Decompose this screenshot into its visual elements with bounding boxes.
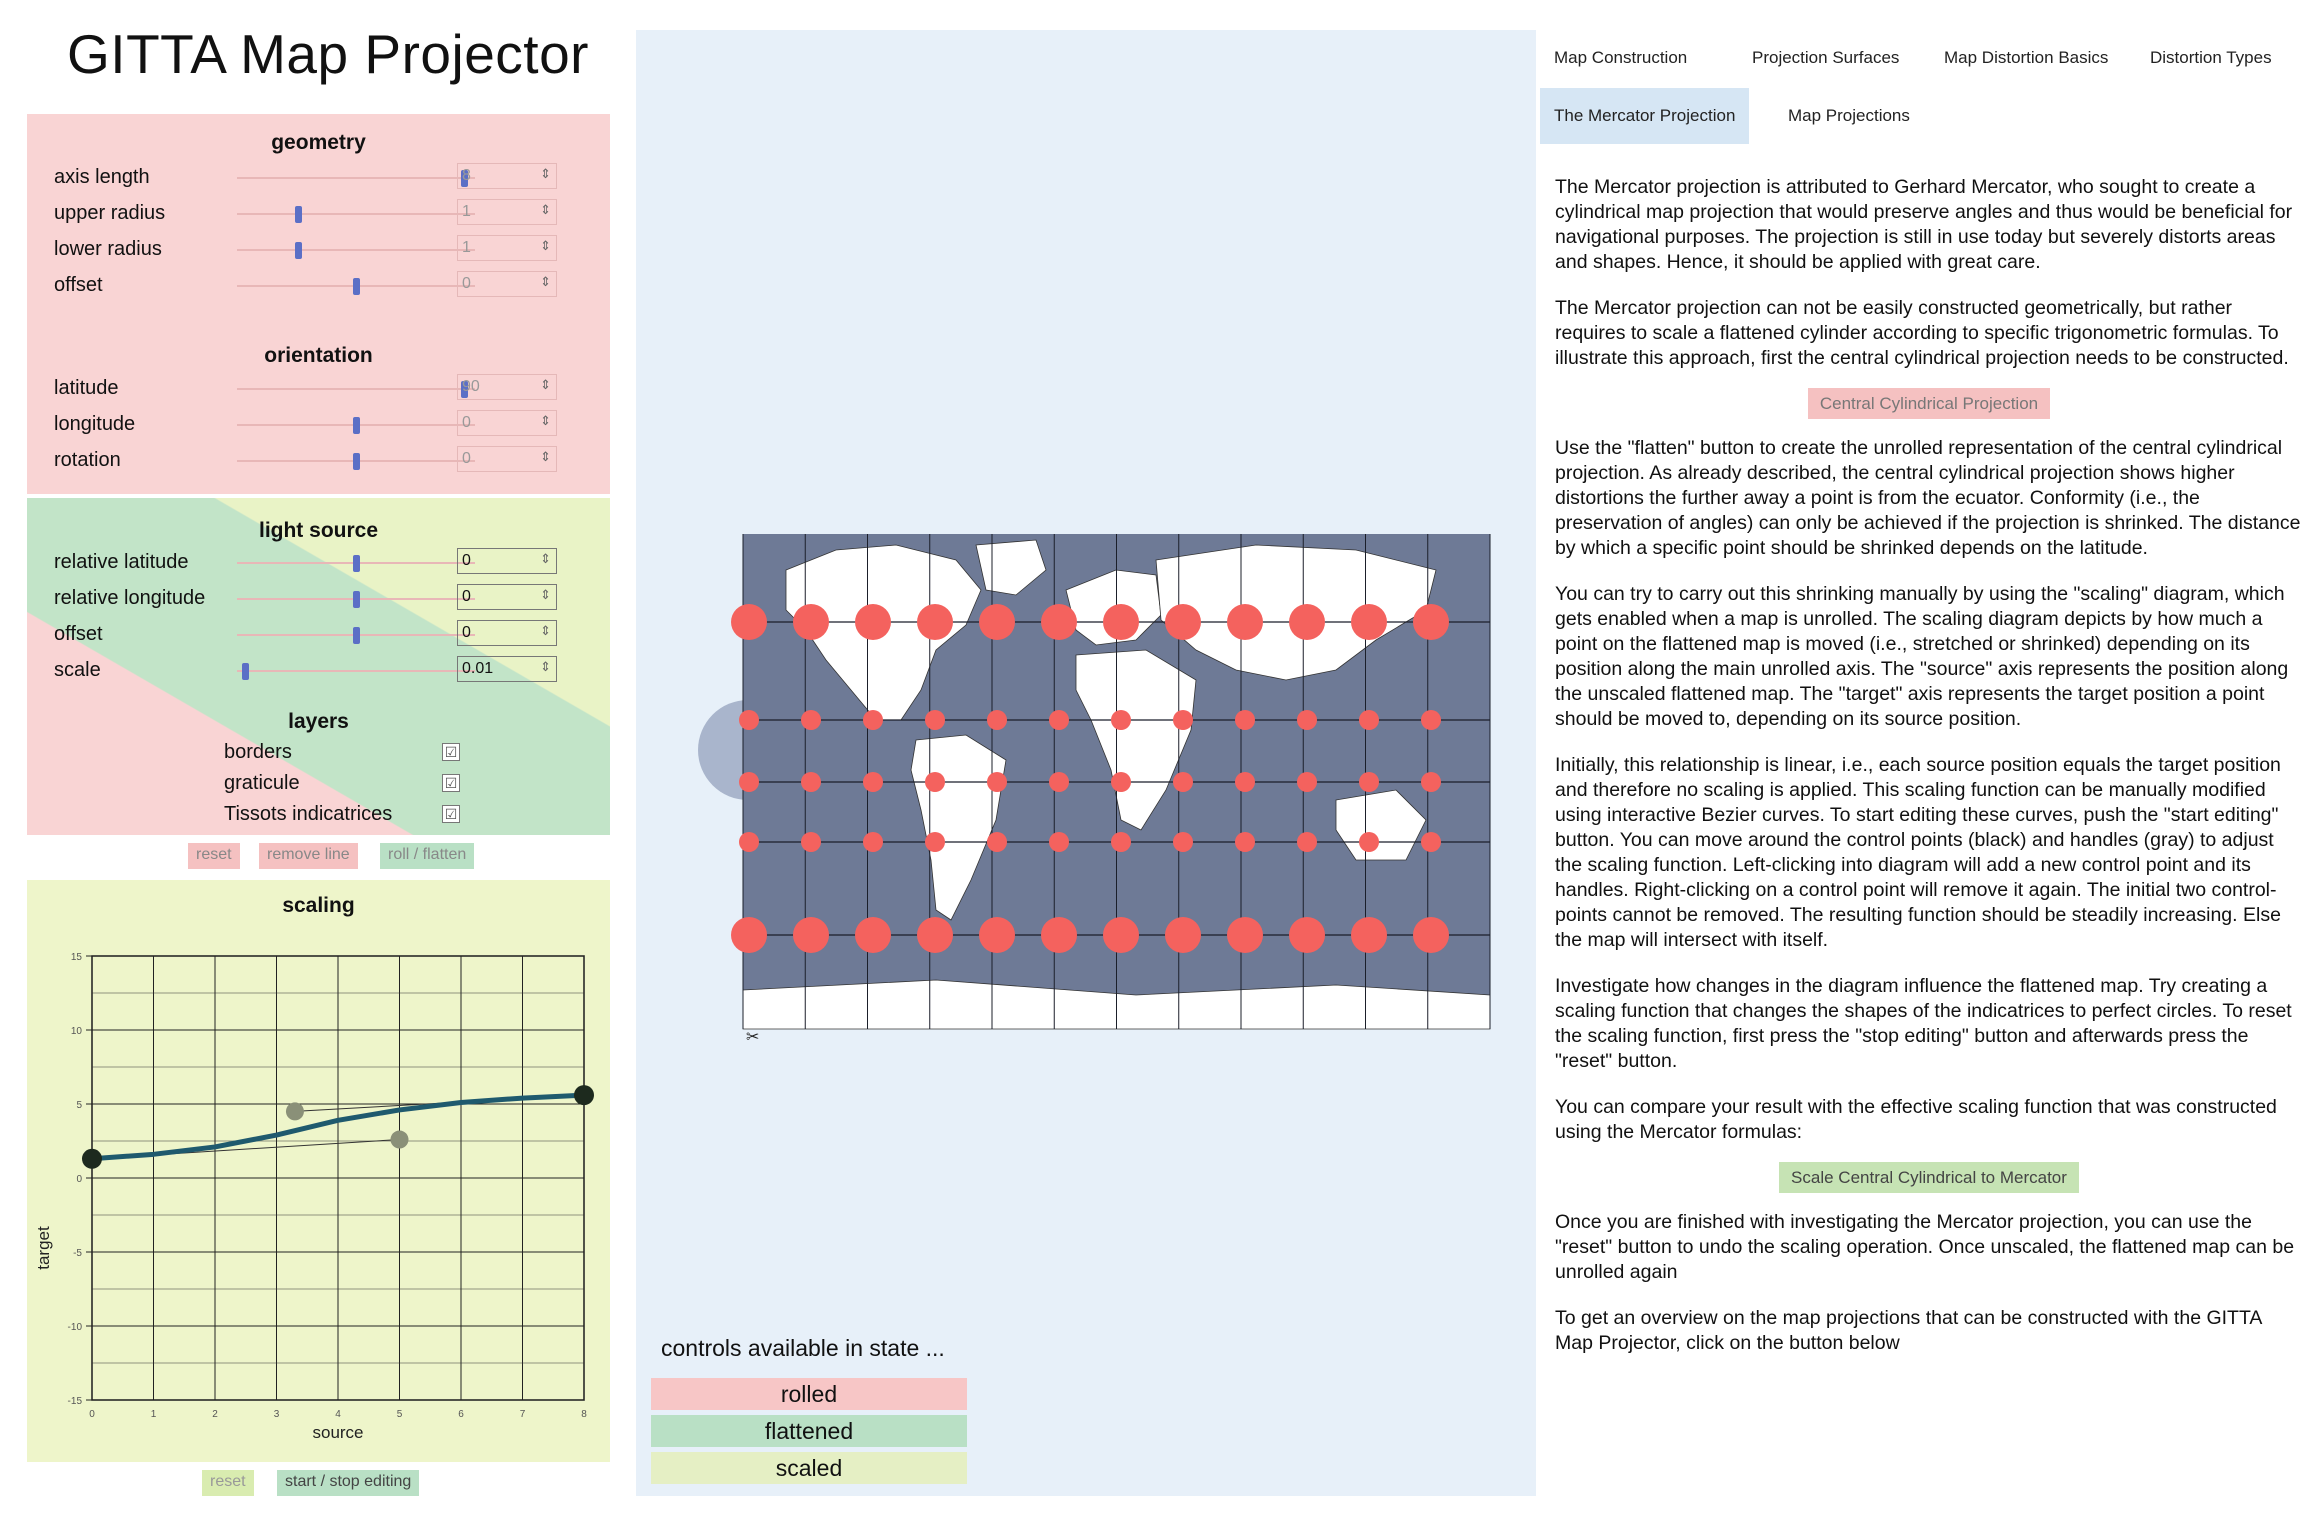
bezier-handle — [286, 1102, 304, 1120]
light-source-panel — [27, 498, 610, 835]
x-tick-label: 5 — [396, 1409, 403, 1420]
tissot-indicatrix — [1359, 772, 1379, 792]
lower-radius-slider[interactable] — [237, 249, 475, 251]
x-tick-label: 2 — [212, 1409, 218, 1420]
tissot-indicatrix — [739, 772, 759, 792]
layer-borders-checkbox[interactable]: ☑ — [442, 743, 460, 761]
button-wrap — [1555, 1162, 2303, 1193]
x-axis-label: source — [312, 1423, 364, 1442]
longitude-label: longitude — [54, 413, 136, 435]
tissot-indicatrix — [987, 832, 1007, 852]
tissot-indicatrix — [1165, 604, 1201, 640]
orientation-title: orientation — [264, 344, 373, 367]
axis-length-value: 8 — [462, 167, 471, 184]
latitude-slider[interactable] — [237, 388, 475, 390]
tissot-indicatrix — [1359, 832, 1379, 852]
relative-latitude-control — [27, 546, 610, 580]
y-tick-label: -15 — [67, 1396, 82, 1407]
longitude-control — [27, 408, 610, 442]
lower-radius-control — [27, 233, 610, 267]
layers-title: layers — [288, 710, 349, 733]
slider-thumb[interactable] — [353, 555, 360, 572]
spinner-icon[interactable]: ⇕ — [540, 413, 551, 428]
longitude-value: 0 — [462, 414, 471, 431]
remove-line-button[interactable]: remove line — [259, 843, 358, 869]
spinner-icon[interactable]: ⇕ — [540, 202, 551, 217]
relative-longitude-slider[interactable] — [237, 598, 475, 600]
y-tick-label: 15 — [70, 952, 82, 963]
paragraph: Once you are finished with investigating the Mercator projection, you can use the "reset" button to undo the scaling operation. Once unscaled, the flattened map can be unrolled again — [1555, 1211, 2295, 1283]
tab-projection-surfaces[interactable]: Projection Surfaces — [1752, 48, 1900, 67]
tab-distortion-types[interactable]: Distortion Types — [2150, 48, 2272, 67]
control-point — [82, 1149, 102, 1169]
scaling-chart[interactable] — [27, 880, 610, 1462]
tissot-indicatrix — [1049, 772, 1069, 792]
upper-radius-control — [27, 197, 610, 231]
scale-to-mercator-button[interactable]: Scale Central Cylindrical to Mercator — [1779, 1162, 2079, 1193]
tissot-indicatrix — [801, 832, 821, 852]
x-tick-label: 4 — [335, 1409, 341, 1420]
button-wrap — [1555, 388, 2303, 419]
layer-borders-label: borders — [224, 741, 292, 763]
lower-radius-label: lower radius — [54, 238, 162, 260]
tissot-indicatrix — [1351, 917, 1387, 953]
slider-thumb[interactable] — [353, 591, 360, 608]
tissot-indicatrix — [731, 917, 767, 953]
paragraph: Use the "flatten" button to create the unrolled representation of the central cylindrical projection. As already described, the central cylindrical projection shows higher distortions the further away a point is from the ecuator. Conformity (i.e., the preservation of angles) can only be achieved if the projection is shrinked. The distance by which a specific point should be shrinked depends on the latitude. — [1555, 437, 2301, 559]
tissot-indicatrix — [863, 832, 883, 852]
slider-thumb[interactable] — [353, 278, 360, 295]
paragraph: The Mercator projection can not be easily constructed geometrically, but rather requires to scale a flattened cylinder according to specific trigonometric formulas. To illustrate this approach, first the central cylindrical projection needs to be constructed. — [1555, 297, 2289, 369]
tissot-indicatrix — [1235, 832, 1255, 852]
slider-thumb[interactable] — [353, 627, 360, 644]
tab-map-projections[interactable]: Map Projections — [1788, 106, 1910, 125]
x-tick-label: 6 — [458, 1409, 464, 1420]
tissot-indicatrix — [1111, 832, 1131, 852]
tissot-indicatrix — [1289, 604, 1325, 640]
paragraph: Investigate how changes in the diagram influence the flattened map. Try creating a scaling function that changes the shapes of the indicatrices to perfect circles. To reset the scaling function, first press the "stop editing" button and afterwards press the "reset" button. — [1555, 975, 2292, 1072]
app-title: GITTA Map Projector — [67, 23, 589, 85]
relative-latitude-label: relative latitude — [54, 551, 189, 573]
tissot-indicatrix — [1359, 710, 1379, 730]
axis-length-input[interactable] — [457, 163, 557, 189]
upper-radius-input[interactable] — [457, 199, 557, 225]
slider-thumb[interactable] — [295, 242, 302, 259]
light-source-title: light source — [258, 519, 379, 542]
tissot-indicatrix — [1351, 604, 1387, 640]
geometry-title: geometry — [271, 131, 366, 154]
tissot-indicatrix — [855, 917, 891, 953]
central-cylindrical-button[interactable]: Central Cylindrical Projection — [1808, 388, 2050, 419]
tissot-indicatrix — [979, 604, 1015, 640]
rotation-slider[interactable] — [237, 460, 475, 462]
tissot-indicatrix — [863, 772, 883, 792]
tissot-indicatrix — [1049, 832, 1069, 852]
bezier-handle — [391, 1131, 409, 1149]
map-view[interactable] — [636, 30, 1536, 1496]
tab-map-construction[interactable]: Map Construction — [1554, 48, 1688, 67]
light-scale-slider[interactable] — [237, 670, 475, 672]
x-tick-label: 7 — [519, 1409, 526, 1420]
tissot-indicatrix — [917, 604, 953, 640]
layer-tissots-label: Tissots indicatrices — [224, 803, 393, 825]
axis-length-slider[interactable] — [237, 177, 475, 179]
slider-thumb[interactable] — [353, 417, 360, 434]
x-tick-label: 0 — [89, 1409, 95, 1420]
relative-longitude-input[interactable] — [457, 584, 557, 610]
tissot-indicatrix — [1421, 832, 1441, 852]
tissot-indicatrix — [1297, 710, 1317, 730]
geometry-panel — [27, 114, 610, 494]
layer-graticule[interactable] — [224, 770, 484, 798]
lower-radius-value: 1 — [462, 239, 471, 256]
scaling-reset-button[interactable]: reset — [202, 1470, 254, 1496]
y-tick-label: -10 — [67, 1322, 82, 1333]
rotation-label: rotation — [54, 449, 121, 471]
tab-content — [1555, 175, 2303, 1377]
tissot-indicatrix — [987, 772, 1007, 792]
light-offset-value: 0 — [462, 624, 471, 641]
tissot-indicatrix — [1413, 604, 1449, 640]
x-tick-label: 1 — [150, 1409, 157, 1420]
state-rolled: rolled — [651, 1378, 967, 1410]
slider-thumb[interactable] — [295, 206, 302, 223]
geometry-offset-label: offset — [54, 274, 103, 296]
upper-radius-slider[interactable] — [237, 213, 475, 215]
layer-graticule-label: graticule — [224, 772, 300, 794]
slider-thumb[interactable] — [242, 663, 249, 680]
y-axis-label: target — [34, 1226, 53, 1270]
states-title: controls available in state ... — [661, 1335, 945, 1361]
tissot-indicatrix — [1165, 917, 1201, 953]
spinner-icon[interactable]: ⇕ — [540, 166, 551, 181]
tissot-indicatrix — [731, 604, 767, 640]
tissot-indicatrix — [1173, 772, 1193, 792]
light-scale-value: 0.01 — [462, 660, 494, 677]
relative-latitude-value: 0 — [462, 552, 471, 569]
roll-flatten-button[interactable]: roll / flatten — [380, 843, 474, 869]
upper-radius-label: upper radius — [54, 202, 166, 224]
geometry-offset-input[interactable] — [457, 271, 557, 297]
spinner-icon[interactable]: ⇕ — [540, 449, 551, 464]
start-stop-editing-button[interactable]: start / stop editing — [277, 1470, 419, 1496]
latitude-control — [27, 372, 610, 406]
rotation-input[interactable] — [457, 446, 557, 472]
layer-tissots-checkbox[interactable]: ☑ — [442, 805, 460, 823]
paragraph: To get an overview on the map projections that can be constructed with the GITTA Map Projector, click on the button below — [1555, 1307, 2262, 1354]
light-scale-control — [27, 654, 610, 688]
x-tick-label: 3 — [273, 1409, 280, 1420]
tissot-indicatrix — [1235, 710, 1255, 730]
tissot-indicatrix — [739, 832, 759, 852]
tissot-indicatrix — [739, 710, 759, 730]
relative-longitude-control — [27, 582, 610, 616]
tissot-indicatrix — [1103, 917, 1139, 953]
tissot-indicatrix — [1173, 832, 1193, 852]
tissot-indicatrix — [1413, 917, 1449, 953]
tissot-indicatrix — [1227, 604, 1263, 640]
paragraph: You can compare your result with the effective scaling function that was constructed using the Mercator formulas: — [1555, 1096, 2277, 1143]
tissot-indicatrix — [925, 710, 945, 730]
relative-latitude-input[interactable] — [457, 548, 557, 574]
tissot-indicatrix — [855, 604, 891, 640]
paragraph: Initially, this relationship is linear, i.e., each source position equals the target position and therefore no scaling is applied. This scaling function can be manually modified using interactive Bezier curves. To start editing these curves, push the "start editing" button. You can move around the control points (black) and handles (gray) to adjust the scaling function. Left-clicking into diagram will add a new control point and its handles. Right-clicking on a control point will remove it again. The initial two control-points cannot be removed. The resulting function should be steadily increasing. Else the map will intersect with itself. — [1555, 754, 2281, 951]
info-panel — [1540, 30, 2304, 1496]
tab-mercator-projection[interactable]: The Mercator Projection — [1540, 88, 1749, 144]
scaling-title: scaling — [282, 894, 355, 917]
tissot-indicatrix — [1173, 710, 1193, 730]
map-canvas[interactable] — [636, 30, 1536, 1496]
tissot-indicatrix — [1289, 917, 1325, 953]
tissot-indicatrix — [925, 772, 945, 792]
light-offset-control — [27, 618, 610, 652]
tissot-indicatrix — [801, 710, 821, 730]
spinner-icon[interactable]: ⇕ — [540, 623, 551, 638]
latitude-label: latitude — [54, 377, 119, 399]
spinner-icon[interactable]: ⇕ — [540, 659, 551, 674]
relative-longitude-value: 0 — [462, 588, 471, 605]
paragraph: The Mercator projection is attributed to Gerhard Mercator, who sought to create a cylindrical map projection that would preserve angles and thus would be beneficial for navigational purposes. The projection is still in use today but severely distorts areas and shapes. Hence, it should be applied with great care. — [1555, 176, 2293, 273]
layer-graticule-checkbox[interactable]: ☑ — [442, 774, 460, 792]
paragraph: You can try to carry out this shrinking manually by using the "scaling" diagram, which gets enabled when a map is unrolled. The scaling diagram depicts by how much a point on the flattened map is moved (i.e., stretched or shrinked) depending on its position along the main unrolled axis. The "source" axis represents the position along the unscaled flattened map. The "target" axis represents the target position a point should be moved to, depending on its source position. — [1555, 583, 2289, 730]
longitude-input[interactable] — [457, 410, 557, 436]
light-offset-label: offset — [54, 623, 103, 645]
axis-length-label: axis length — [54, 166, 150, 188]
relative-latitude-slider[interactable] — [237, 562, 475, 564]
tissot-indicatrix — [1041, 917, 1077, 953]
spinner-icon[interactable]: ⇕ — [540, 274, 551, 289]
lower-radius-input[interactable] — [457, 235, 557, 261]
light-scale-label: scale — [54, 659, 101, 681]
tab-map-distortion-basics[interactable]: Map Distortion Basics — [1944, 48, 2109, 67]
tissot-indicatrix — [1421, 710, 1441, 730]
geometry-offset-slider[interactable] — [237, 285, 475, 287]
light-offset-input[interactable] — [457, 620, 557, 646]
slider-thumb[interactable] — [353, 453, 360, 470]
relative-longitude-label: relative longitude — [54, 587, 206, 609]
tissot-indicatrix — [1111, 772, 1131, 792]
upper-radius-value: 1 — [462, 203, 471, 220]
y-tick-label: -5 — [73, 1248, 82, 1259]
geometry-offset-control — [27, 269, 610, 303]
latitude-value: 90 — [462, 378, 480, 395]
spinner-icon[interactable]: ⇕ — [540, 587, 551, 602]
tissot-indicatrix — [1421, 772, 1441, 792]
spinner-icon[interactable]: ⇕ — [540, 377, 551, 392]
scaling-panel — [27, 880, 610, 1462]
state-scaled: scaled — [651, 1452, 967, 1484]
latitude-input[interactable] — [457, 374, 557, 400]
tissot-indicatrix — [863, 710, 883, 730]
state-flattened: flattened — [651, 1415, 967, 1447]
longitude-slider[interactable] — [237, 424, 475, 426]
tissot-indicatrix — [925, 832, 945, 852]
tissot-indicatrix — [987, 710, 1007, 730]
spinner-icon[interactable]: ⇕ — [540, 551, 551, 566]
tissot-indicatrix — [1297, 772, 1317, 792]
scissors-icon: ✂ — [746, 1027, 760, 1046]
tissot-indicatrix — [1227, 917, 1263, 953]
tissot-indicatrix — [1297, 832, 1317, 852]
layer-borders[interactable] — [224, 739, 484, 767]
rotation-control — [27, 444, 610, 478]
tissot-indicatrix — [793, 917, 829, 953]
tissot-indicatrix — [979, 917, 1015, 953]
tissot-indicatrix — [1049, 710, 1069, 730]
light-scale-input[interactable] — [457, 656, 557, 682]
axis-length-control — [27, 161, 610, 195]
y-tick-label: 0 — [76, 1174, 82, 1185]
reset-button[interactable]: reset — [188, 843, 240, 869]
y-tick-label: 10 — [70, 1026, 82, 1037]
geometry-offset-value: 0 — [462, 275, 471, 292]
tissot-indicatrix — [1235, 772, 1255, 792]
tissot-indicatrix — [1103, 604, 1139, 640]
x-tick-label: 8 — [581, 1409, 587, 1420]
spinner-icon[interactable]: ⇕ — [540, 238, 551, 253]
control-point — [574, 1085, 594, 1105]
tissot-indicatrix — [1041, 604, 1077, 640]
light-offset-slider[interactable] — [237, 634, 475, 636]
layer-tissots[interactable] — [224, 801, 484, 829]
tissot-indicatrix — [917, 917, 953, 953]
tissot-indicatrix — [1111, 710, 1131, 730]
rotation-value: 0 — [462, 450, 471, 467]
tissot-indicatrix — [793, 604, 829, 640]
tissot-indicatrix — [801, 772, 821, 792]
y-tick-label: 5 — [76, 1100, 82, 1111]
